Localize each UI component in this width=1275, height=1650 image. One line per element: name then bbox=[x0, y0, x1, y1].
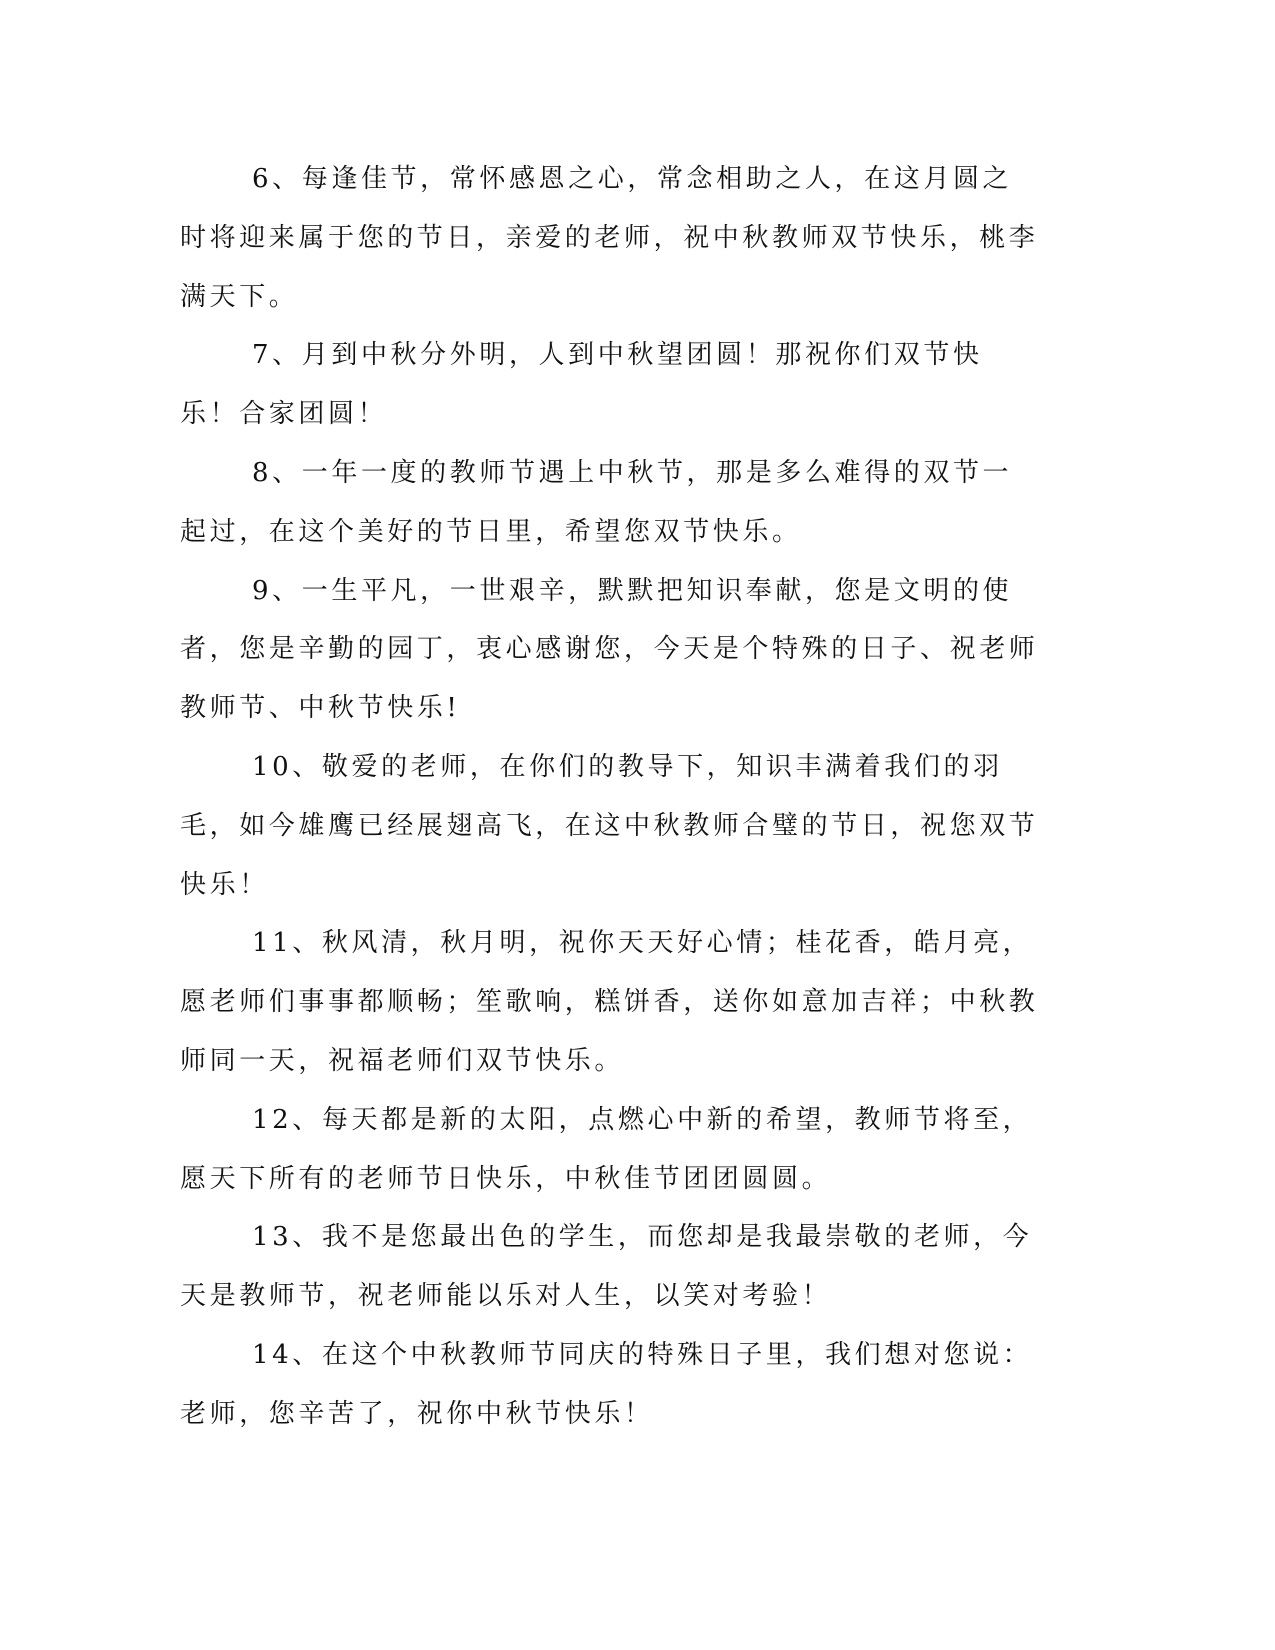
paragraph-10: 10、敬爱的老师，在你们的教导下，知识丰满着我们的羽毛，如今雄鹰已经展翅高飞，在这中秋教师合璧的节日，祝您双节快乐！ bbox=[180, 751, 1039, 900]
paragraph-13: 13、我不是您最出色的学生，而您却是我最崇敬的老师，今天是教师节，祝老师能以乐对人生，以笑对考验！ bbox=[180, 1222, 1033, 1312]
paragraph-8: 8、一年一度的教师节遇上中秋节，那是多么难得的双节一起过，在这个美好的节日里，希望您双节快乐。 bbox=[180, 457, 1013, 547]
paragraph-7: 7、月到中秋分外明，人到中秋望团圆！那祝你们双节快乐！合家团圆！ bbox=[180, 340, 983, 430]
paragraph-9: 9、一生平凡，一世艰辛，默默把知识奉献，您是文明的使者，您是辛勤的园丁，衷心感谢您，今天是个特殊的日子、祝老师教师节、中秋节快乐! bbox=[180, 575, 1039, 724]
paragraph-14: 14、在这个中秋教师节同庆的特殊日子里，我们想对您说：老师，您辛苦了，祝你中秋节快乐！ bbox=[180, 1339, 1033, 1429]
paragraph-6: 6、每逢佳节，常怀感恩之心，常念相助之人，在这月圆之时将迎来属于您的节日，亲爱的老师，祝中秋教师双节快乐，桃李满天下。 bbox=[180, 164, 1039, 312]
paragraph-11: 11、秋风清，秋月明，祝你天天好心情；桂花香，皓月亮，愿老师们事事都顺畅；笙歌响，糕饼香，送你如意加吉祥；中秋教师同一天，祝福老师们双节快乐。 bbox=[180, 928, 1039, 1076]
document-body bbox=[180, 150, 1040, 1444]
paragraph-12: 12、每天都是新的太阳，点燃心中新的希望，教师节将至，愿天下所有的老师节日快乐，中秋佳节团团圆圆。 bbox=[180, 1104, 1033, 1194]
